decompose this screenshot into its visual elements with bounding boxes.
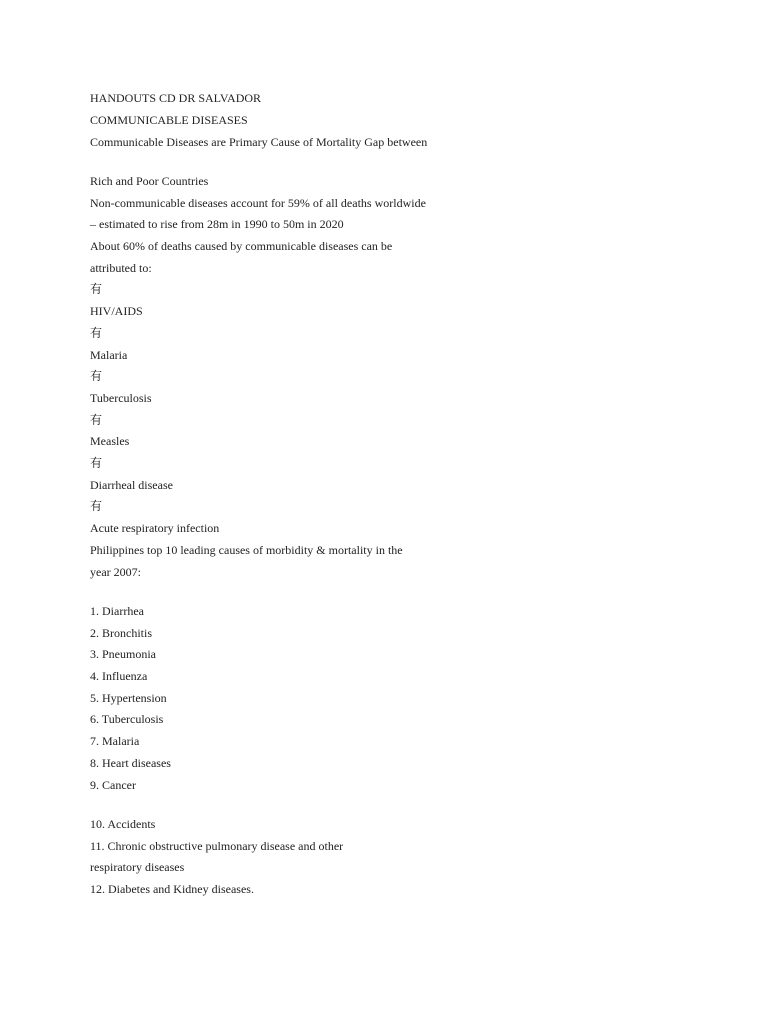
- text-line: attributed to:: [90, 261, 152, 275]
- list-item: HIV/AIDS: [90, 304, 143, 318]
- list-item: 3. Pneumonia: [90, 647, 156, 661]
- bullet-glyph: 有: [90, 282, 103, 296]
- bullet-glyph: 有: [90, 369, 103, 383]
- text-line: respiratory diseases: [90, 860, 185, 874]
- list-item: 1. Diarrhea: [90, 604, 144, 618]
- list-item: 7. Malaria: [90, 734, 140, 748]
- list-item: 5. Hypertension: [90, 691, 167, 705]
- list-item: 9. Cancer: [90, 778, 136, 792]
- list-item: 10. Accidents: [90, 817, 156, 831]
- document-subtitle: COMMUNICABLE DISEASES: [90, 113, 248, 127]
- text-line: – estimated to rise from 28m in 1990 to 50m in 2020: [90, 217, 344, 231]
- list-item: Tuberculosis: [90, 391, 152, 405]
- text-line: About 60% of deaths caused by communicable diseases can be: [90, 239, 393, 253]
- bullet-glyph: 有: [90, 413, 103, 427]
- bullet-glyph: 有: [90, 499, 103, 513]
- text-line: Non-communicable diseases account for 59% of all deaths worldwide: [90, 196, 426, 210]
- list-item: Measles: [90, 434, 130, 448]
- list-item: Diarrheal disease: [90, 478, 173, 492]
- list-item: 4. Influenza: [90, 669, 148, 683]
- text-line: year 2007:: [90, 565, 141, 579]
- list-item: Malaria: [90, 348, 128, 362]
- list-item: 6. Tuberculosis: [90, 712, 164, 726]
- text-line: Rich and Poor Countries: [90, 174, 209, 188]
- bullet-glyph: 有: [90, 456, 103, 470]
- bullet-glyph: 有: [90, 326, 103, 340]
- list-item: Acute respiratory infection: [90, 521, 220, 535]
- text-line: Philippines top 10 leading causes of morbidity & mortality in the: [90, 543, 403, 557]
- list-item: 8. Heart diseases: [90, 756, 171, 770]
- text-line: Communicable Diseases are Primary Cause of Mortality Gap between: [90, 135, 428, 149]
- document-title: HANDOUTS CD DR SALVADOR: [90, 91, 262, 105]
- list-item: 11. Chronic obstructive pulmonary disease and other: [90, 839, 344, 853]
- list-item: 12. Diabetes and Kidney diseases.: [90, 882, 254, 896]
- list-item: 2. Bronchitis: [90, 626, 152, 640]
